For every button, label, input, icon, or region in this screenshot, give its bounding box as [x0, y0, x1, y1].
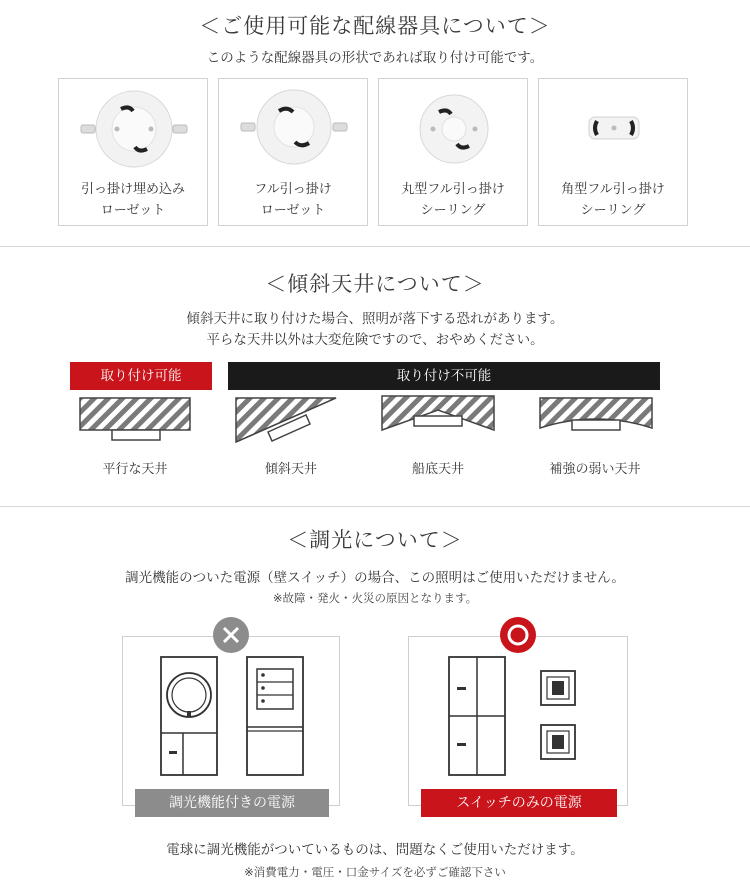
- weak-ceiling-icon: [540, 398, 652, 430]
- dimmer-note: ※故障・発火・火災の原因となります。: [272, 591, 478, 605]
- section-divider: [0, 246, 750, 247]
- dimmer-switch-label: 調光機能付きの電源: [135, 789, 329, 817]
- square-ceiling-icon: [539, 87, 689, 177]
- section-divider: [0, 506, 750, 507]
- wiring-label-line1: フル引っ掛け: [254, 182, 332, 197]
- embedded-rosette-icon: [59, 87, 209, 177]
- slope-title: ＜傾斜天井について＞: [265, 272, 485, 296]
- wiring-card-square-ceiling: [538, 78, 688, 226]
- ceiling-diagrams: [0, 390, 750, 450]
- not-installable-badge: 取り付け不可能: [228, 362, 660, 390]
- switch-only-label: スイッチのみの電源: [421, 789, 617, 817]
- dimmer-footer: 電球に調光機能がついているものは、問題なくご使用いただけます。: [166, 842, 584, 858]
- ceiling-caption: 補強の弱い天井: [549, 462, 641, 477]
- wiring-card-embedded-rosette: [58, 78, 208, 226]
- round-ceiling-icon: [379, 87, 529, 177]
- dimmer-switch-icon: [123, 637, 339, 805]
- wiring-label-line2: シーリング: [420, 203, 486, 218]
- wiring-label-line1: 丸型フル引っ掛け: [401, 182, 505, 197]
- ceiling-caption: 傾斜天井: [264, 462, 317, 477]
- slope-warning-line2: 平らな天井以外は大変危険ですので、おやめください。: [206, 332, 544, 348]
- dimmer-footer-note: ※消費電力・電圧・口金サイズを必ずご確認下さい: [244, 865, 506, 879]
- wiring-card-full-rosette: [218, 78, 368, 226]
- switch-only-icon: [409, 637, 627, 805]
- wiring-label-line2: ローゼット: [260, 203, 326, 218]
- boat-ceiling-icon: [382, 396, 494, 430]
- dimmer-title: ＜調光について＞: [287, 528, 463, 552]
- ok-mark-icon: [500, 617, 536, 653]
- sloped-ceiling-icon: [236, 398, 336, 442]
- dimmer-warning: 調光機能のついた電源（壁スイッチ）の場合、この照明はご使用いただけません。: [125, 570, 625, 586]
- wiring-subtitle: このような配線器具の形状であれば取り付け可能です。: [206, 50, 544, 66]
- wiring-label-line2: シーリング: [580, 203, 646, 218]
- ceiling-caption: 船底天井: [411, 462, 464, 477]
- installable-badge: 取り付け可能: [70, 362, 212, 390]
- wiring-label-line1: 引っ掛け埋め込み: [80, 182, 185, 197]
- wiring-title: ＜ご使用可能な配線器具について＞: [199, 14, 551, 38]
- wiring-label-line2: ローゼット: [100, 203, 166, 218]
- ceiling-caption: 平行な天井: [102, 462, 168, 477]
- ng-mark-icon: [213, 617, 249, 653]
- full-rosette-icon: [219, 87, 369, 177]
- wiring-label-line1: 角型フル引っ掛け: [561, 182, 665, 197]
- dimmer-switch-panel: [122, 636, 340, 811]
- wiring-card-round-ceiling: [378, 78, 528, 226]
- slope-warning-line1: 傾斜天井に取り付けた場合、照明が落下する恐れがあります。: [186, 311, 564, 327]
- flat-ceiling-icon: [80, 398, 190, 440]
- switch-only-panel: [408, 636, 628, 811]
